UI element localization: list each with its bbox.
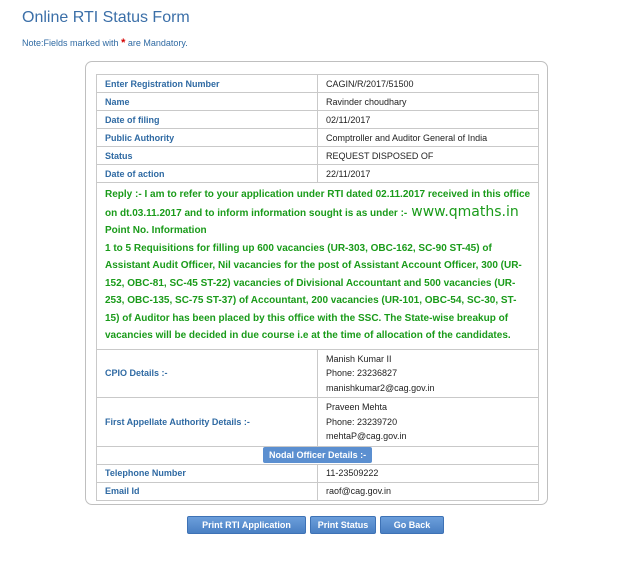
nodal-heading-row [97, 446, 539, 464]
telephone-label: Telephone Number [97, 464, 318, 482]
detail-row-date-of-action [97, 165, 539, 183]
registration-value: CAGIN/R/2017/51500 [318, 75, 539, 93]
reply-line: 15) of Auditor has been placed by this office with the SSC. The State-wise breakup of [105, 312, 509, 324]
cpio-phone: Phone: 23236827 [326, 368, 398, 378]
note-prefix: Note:Fields marked with [22, 38, 119, 48]
nodal-heading-cell [97, 446, 539, 464]
note-suffix: are Mandatory. [127, 38, 188, 48]
detail-row-email [97, 482, 539, 500]
cpio-label: CPIO Details :- [97, 349, 318, 398]
faa-row [97, 398, 539, 447]
reply-row [97, 183, 539, 350]
faa-name: Praveen Mehta [326, 402, 388, 412]
watermark-text: www.qmaths.in [411, 203, 519, 220]
go-back-button[interactable]: Go Back [380, 516, 444, 534]
date-of-action-value: 22/11/2017 [318, 165, 539, 183]
mandatory-note [22, 37, 188, 49]
name-label: Name [97, 93, 318, 111]
status-label: Status [97, 147, 318, 165]
email-label: Email Id [97, 482, 318, 500]
email-value: raof@cag.gov.in [318, 482, 539, 500]
cpio-value [318, 349, 539, 398]
reply-line: vacancies will be decided in due course i.e at the time of allocation of the candidates. [105, 330, 511, 341]
cpio-email: manishkumar2@cag.gov.in [326, 382, 435, 393]
faa-phone: Phone: 23239720 [326, 416, 398, 427]
detail-row-registration [97, 75, 539, 93]
date-of-filing-label: Date of filing [97, 111, 318, 129]
detail-row-telephone [97, 464, 539, 482]
faa-value [318, 398, 539, 447]
detail-row-date-of-filing [97, 111, 539, 129]
reply-line-text: on dt.03.11.2017 and to inform information sought is as under :- [105, 207, 408, 219]
reply-line: 152, OBC-81, SC-45 ST-22) vacancies of Divisional Accountant and 500 vacancies (UR- [105, 277, 516, 289]
page-title: Online RTI Status Form [22, 9, 190, 26]
status-details-table [96, 74, 539, 501]
cpio-row [97, 349, 539, 398]
detail-row-public-authority [97, 129, 539, 147]
public-authority-label: Public Authority [97, 129, 318, 147]
date-of-filing-value: 02/11/2017 [318, 111, 539, 129]
print-rti-application-button[interactable]: Print RTI Application [187, 516, 306, 534]
action-buttons [0, 516, 640, 534]
faa-email: mehtaP@cag.gov.in [326, 431, 407, 441]
mandatory-star: * [121, 37, 126, 49]
reply-line [105, 204, 530, 223]
registration-label: Enter Registration Number [97, 75, 318, 93]
reply-line: Reply :- I am to refer to your application under RTI dated 02.11.2017 received in this office [105, 189, 531, 200]
faa-label: First Appellate Authority Details :- [97, 398, 318, 447]
date-of-action-label: Date of action [97, 165, 318, 183]
reply-line: 253, OBC-135, SC-75 ST-37) of Accountant, 200 vacancies (UR-101, OBC-54, SC-30, ST- [105, 295, 517, 306]
detail-row-name [97, 93, 539, 111]
status-value: REQUEST DISPOSED OF [318, 147, 539, 165]
name-value: Ravinder choudhary [318, 93, 539, 111]
reply-line: 1 to 5 Requisitions for filling up 600 vacancies (UR-303, OBC-162, SC-90 ST-45) of [105, 242, 492, 254]
nodal-officer-heading: Nodal Officer Details :- [263, 447, 372, 463]
reply-line: Assistant Audit Officer, Nil vacancies for the post of Assistant Account Officer, 300 (UR- [105, 260, 522, 271]
telephone-value: 11-23509222 [318, 464, 539, 482]
detail-row-status [97, 147, 539, 165]
public-authority-value: Comptroller and Auditor General of India [318, 129, 539, 147]
print-status-button[interactable]: Print Status [310, 516, 376, 534]
cpio-name: Manish Kumar II [326, 353, 392, 364]
reply-line: Point No. Information [105, 225, 207, 236]
reply-text [97, 183, 539, 350]
